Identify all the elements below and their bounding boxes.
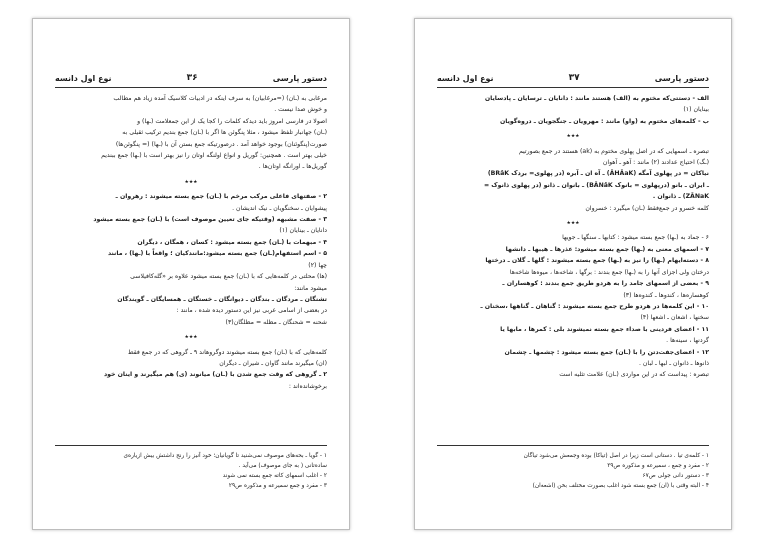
text-line: (ـگ) احتیاج‌ عدادند (۲) مانند : آهو ـ آهوان xyxy=(602,159,709,167)
text-line: (ـان) جهانبار تلفظ میشود ، مثلا پنگوئن ها اگر با (ـان) جمع بندیم ترکیب ثقیلی به xyxy=(122,129,327,137)
footnote: ۲ - اغلب اسمهای کاته جمع بسته نمی شوند xyxy=(222,473,327,479)
right-page-body xyxy=(437,93,709,381)
text-line: ۱۱ - اعضای فردینی با صداء جمع بسته نمیشوند بلی : کمرها ، مابها یا xyxy=(500,325,709,333)
text-line: ۹ - بعضی از اسمهای جامد را به هردو طریق جمع بندند : کوهساران ـ xyxy=(502,280,709,288)
text-line: ۲ ـ گروهی که وقت جمع شدن با (ـان) میانوند (ی) هم میگیرند و اینان خود xyxy=(103,371,327,379)
text-line: ۱۲ - اعضای‌جفت‌دتن را با (ـان) جمع بسته میشود : چشمها ـ چشمان xyxy=(504,348,709,356)
footnote-rule xyxy=(55,445,327,446)
text-line: در بعضی از اسامی عربی نیز این دستور دیده شده ، مانند : xyxy=(176,307,327,315)
header-section-title: نوع اول دانسه xyxy=(55,73,112,83)
left-page xyxy=(32,18,350,530)
text-line: گردنها ، سینه‌ها . xyxy=(666,337,709,345)
text-line: تشنگان ـ مردگان ـ بندگان ـ دیوانگان ـ خستگان ـ همسایگان ـ گویندگان xyxy=(117,295,327,303)
text-line: ـ ایران ـ بانو (درپهلوی = بانوک BÂNâK) ـ بانوان ـ ذانو (در پهلوی ذانوک = xyxy=(483,181,709,189)
text-line: اصولا در فارسی امروز باید دیدکه کلمات را کجا یک از این جمعلامت (ـها) و xyxy=(137,117,327,125)
text-line: دانایان ـ بینایان (۱) xyxy=(279,227,327,235)
header-rule xyxy=(55,87,327,88)
text-line: خیلی بهتر است . همچنین: گوریل و انواع اولنگه اوتان را نیز بهتر است با (ـها) جمع ببندیم xyxy=(101,152,327,160)
footnote: ۱ - گویا ـ بحه‌های موصوف نمی‌شنید تا گویانیان؛ خود آنیز را رنج داشتش بیش ازیاره‌ی xyxy=(123,453,327,459)
text-line: و خوش صدا نیست . xyxy=(274,106,327,114)
text-line: صورت(پنگوئنان) بوجود خواهد آمد . درصورتیکه جمع بستن آن با (ـها) (= پنگوئن‌ها) xyxy=(115,140,327,148)
text-line: شحنه ‌= شحنگان ـ مظله = مظلگان(۳) xyxy=(225,318,327,326)
section-separator: ٭٭٭ xyxy=(566,131,580,141)
text-line: ۸ - دسته‌ایهام (ـها) را نیز به (ـها) جمع بسته میشوند : گلها ـ گلان ـ درختها xyxy=(485,257,709,265)
section-separator: ٭٭٭ xyxy=(566,218,580,228)
text-line: سخنها ، اشعان ـ اشعها (۴) xyxy=(640,314,709,322)
footnote: ۳ - مفرد و جمع سمیرعه و مذکوره ص۲۹ xyxy=(228,483,327,489)
text-line: کوهساره‌ها ، کندوها ـ کندوه‌ها (۳) xyxy=(623,291,709,299)
text-line: کلمه‌هایی که با (ـان) جمع بسته میشوند دوگروهاند ۹ ـ گروهی که در جمع فقط xyxy=(127,348,327,356)
text-line: درختان ولی اجزای آنها را به (ـها) جمع بندند : برگها ، شاخه‌ها ، میوه‌ها شاخه‌ها xyxy=(509,268,709,276)
text-line: ۵ - اسم استفهام(ـان) جمع بسته میشود:مانندکیان ؛ واقعاً با (ـها) ، مانند xyxy=(107,250,327,258)
section-separator: ٭٭٭ xyxy=(184,176,198,186)
text-line: ۱۰ - این کلمه‌ها در هردو طرح جمع بسته میشوند : گناهان ـ گناهها ،سخنان ـ xyxy=(480,302,709,310)
text-line: تبصره ـ اسمهایی که در اصل پهلوی مختوم به (ak) هستند در جمع بصورتیم xyxy=(518,147,709,155)
header-book-title: دستور پارسی xyxy=(272,73,327,83)
footnote: ۱ - کلمه‌ی تیا . دستانی است زیرا در اصل (تیاکا) بوده وجمعش می‌شود تیاگان xyxy=(523,453,709,459)
text-line: چها (۲) xyxy=(308,261,327,269)
section-separator: ٭٭٭ xyxy=(184,332,198,342)
footnote: ساده‌تانی ( به جای موصوف) می‌آید . xyxy=(238,463,327,469)
right-page-header xyxy=(437,71,709,85)
text-line: ۷ - اسمهای معنی به (ـها) جمع بسته میشود: عذرها ـ هیبها ـ دانشها xyxy=(505,245,709,253)
text-line: ذانوها ـ ذانوان ـ لبها ـ لبان . xyxy=(638,359,709,367)
text-line: (ان) میگیرند مانند گاوان ـ شیران ـ دیگران xyxy=(219,359,327,367)
text-line: ۴ - مبهمات با (ـان) جمع بسته میشود : کسان ، همگان ، دیگران xyxy=(137,238,327,246)
footnote: ۴ - البته وقتی با (ان) جمع بسته شود اغلب بصورت مختلف بخن (اشعه‌ان) xyxy=(532,483,709,489)
text-line: مرغابی به (ـان) (=مرغابیان) به سرف اینکه در ادبیات کلاسیک آمده زیاد هم مطالب xyxy=(113,95,327,102)
text-line: بینایان (۱) xyxy=(683,106,709,114)
text-line: پیشوایان ـ سخنگویان ـ نیک اندیشان . xyxy=(232,204,327,212)
text-line: میشود مانند: xyxy=(294,284,327,292)
left-page-footnotes xyxy=(55,451,327,491)
footnote: ۲ - مفرد و جمع ، سمیرعه و مذکوره ص۲۹ xyxy=(607,463,709,469)
header-section-title: نوع اول دانسه xyxy=(437,73,494,83)
left-page-header xyxy=(55,71,327,85)
text-line: الف - دستتی‌که مختوم به (الف) هستند مانند : دانایان ـ ترسایان ـ پادسایان xyxy=(484,95,709,102)
page-number: ۳۶ xyxy=(186,73,198,83)
text-line: ۶ - جماد به (ـها) جمع بسته میشود : کتابها ـ سنگها ـ جویها xyxy=(562,234,709,242)
header-rule xyxy=(437,87,709,88)
header-book-title: دستور پارسی xyxy=(654,73,709,83)
right-page xyxy=(414,18,732,530)
text-line: ب - کلمه‌های مختوم به (واو) مانند : مهرویان ـ جنگجویان ـ دروه‌گویان xyxy=(499,117,709,125)
text-line: ۳ - صفت مشبهه (وقتیکه جای تعیین موصوف است) با (ـان) جمع بسته میشود xyxy=(93,216,327,224)
text-line: (ها) محلتی در کلمه‌هایی که با (ـان) جمع بسته میشود علاوه‌ بر «گله‌کافیلاسی xyxy=(130,273,327,281)
page-number: ۳۷ xyxy=(568,73,580,83)
text-line: تبصره : پیداست که در این مواردی (ـان) علامت تثلیه است xyxy=(559,371,709,379)
text-line: ZÂNaK) ـ ذانوان . xyxy=(652,193,709,201)
footnote: ۳ - دستور دانی جولی ص۶۷ xyxy=(642,473,709,479)
right-page-footnotes xyxy=(437,451,709,491)
text-line: گوریل‌ها ـ اورانگه اوتان‌ها . xyxy=(258,163,327,171)
text-line: ۲ - صفتهای فاعلی مرکب مرخم با (ـان) جمع بسته میشوند : رهروان ـ xyxy=(115,193,327,201)
text-line: برخوشانده‌اند : xyxy=(288,382,327,390)
footnote-rule xyxy=(437,445,709,446)
text-line: نیاکان = در پهلوی آمگه (ÂHÂaK) ـ آه ان ـ آبره (در پهلوی= بردک BRâK) xyxy=(487,170,709,178)
left-page-body xyxy=(55,93,327,392)
text-line: کلمه خسرو در جمع‌فقط (ـان) میگیرد : خسروان xyxy=(585,204,709,212)
